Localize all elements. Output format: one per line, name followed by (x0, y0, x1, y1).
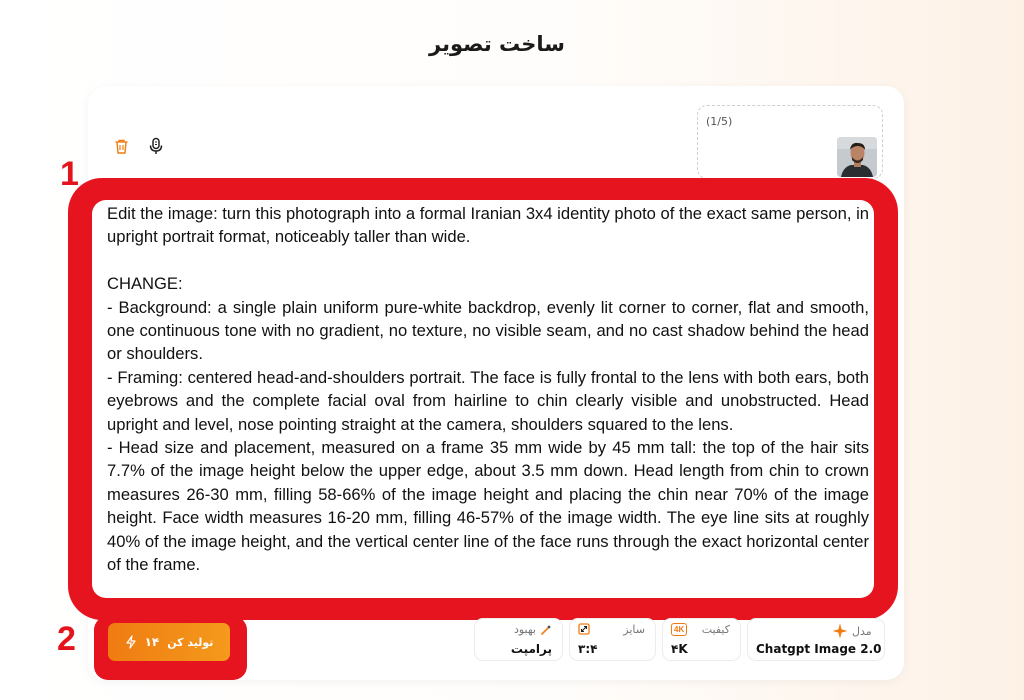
generate-label: تولید کن (167, 635, 214, 649)
prompt-text: Edit the image: turn this photograph into a formal Iranian 3x4 identity photo of the exact same person, in upright portrait format, noticeably taller than wide. CHANGE: - Background: a single plain uniform pure-white backdrop, evenly lit corner to corner, flat and smooth, one continuous tone with no gradient, no texture, no visible seam, and no cast shadow behind the head or shoulders. - Framing: centered head-and-shoulders portrait. The face is fully frontal to the lens with both ears, both eyebrows and the complete facial oval from hairline to chin clearly visible and unobstructed. Head upright and level, nose pointing straight at the camera, shoulders squared to the lens. - Head size and placement, measured on a frame 35 mm wide by 45 mm tall: the top of the hair sits 7.7% of the image height below the upper edge, about 3.5 mm down. Head length from chin to crown measures 26-30 mm, filling 58-66% of the image height and placing the chin near 70% of the image height. Face width measures 16-20 mm, filling 46-57% of the image width. The eye line sits at roughly 40% of the image height, and the vertical center line of the face runs through the exact horizontal center of the frame. (107, 204, 869, 575)
sparkle-icon (832, 623, 848, 639)
size-option-title: سایز (623, 623, 645, 636)
improve-prompt-option[interactable] (474, 618, 563, 661)
microphone-icon[interactable] (145, 135, 167, 157)
model-option-title: مدل (832, 623, 872, 639)
quality-option-title: کیفیت (701, 623, 730, 636)
bolt-icon (125, 635, 137, 649)
annotation-marker-2: 2 (57, 620, 76, 658)
aspect-ratio-icon (578, 623, 590, 635)
model-option-value: Chatgpt Image 2.0 (756, 642, 882, 656)
upload-count: (1/5) (706, 115, 733, 128)
model-option[interactable] (747, 618, 885, 661)
improve-option-title: بهبود (514, 623, 552, 636)
quality-option-value: ۴K (671, 642, 688, 656)
4k-badge-icon: 4K (671, 623, 687, 636)
uploaded-images-box[interactable] (697, 105, 883, 179)
delete-icon[interactable] (110, 135, 132, 157)
generate-button[interactable] (108, 623, 230, 661)
size-option[interactable] (569, 618, 656, 661)
uploaded-image-thumbnail[interactable] (837, 137, 877, 177)
annotation-marker-1: 1 (60, 155, 79, 193)
magic-wand-icon (540, 624, 552, 636)
prompt-textarea[interactable] (92, 200, 874, 598)
improve-option-value: پرامپت (510, 642, 552, 656)
credit-count: ۱۴ (144, 635, 160, 649)
page-title: ساخت تصویر (429, 32, 565, 56)
size-option-value: ۳:۴ (578, 642, 598, 656)
quality-option[interactable] (662, 618, 741, 661)
